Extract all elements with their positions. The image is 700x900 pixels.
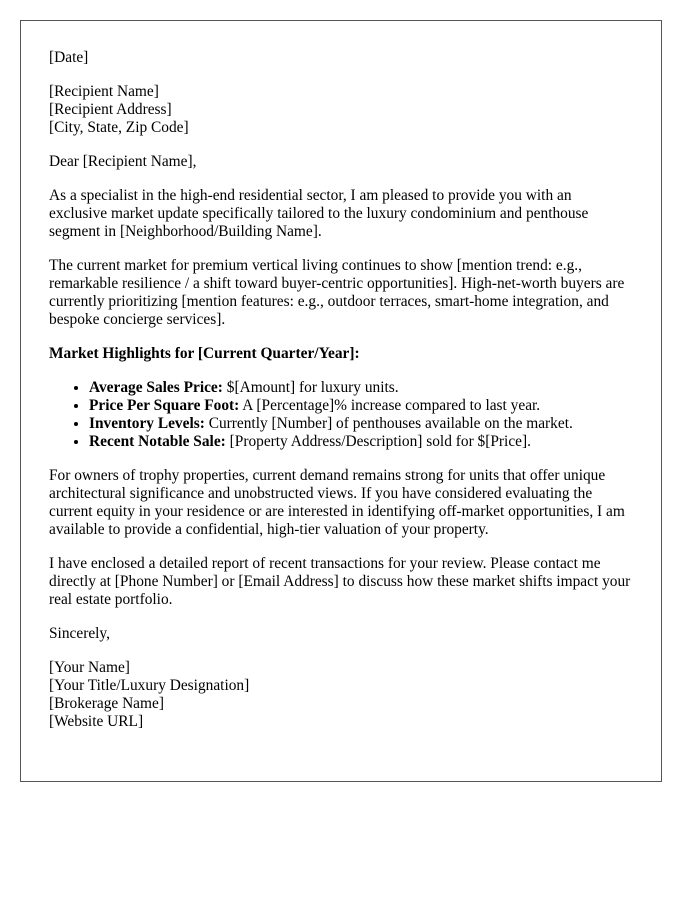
highlight-text: $[Amount] for luxury units. [222,379,399,396]
highlight-label: Recent Notable Sale: [89,433,226,450]
highlights-heading: Market Highlights for [Current Quarter/Year]: [49,345,360,362]
recipient-name: [Recipient Name] [49,83,159,100]
intro-paragraph: As a specialist in the high-end residential sector, I am pleased to provide you with an exclusive market update specifically tailored to the luxury condominium and penthouse segment in [Neighborhood/Building Name]. [49,187,589,240]
letter-date: [Date] [49,49,89,66]
signature-website: [Website URL] [49,713,144,730]
salutation: Dear [Recipient Name], [49,153,197,170]
recipient-city-state-zip: [City, State, Zip Code] [49,119,189,136]
highlight-label: Price Per Square Foot: [89,397,240,414]
signature-brokerage: [Brokerage Name] [49,695,164,712]
signature-name: [Your Name] [49,659,130,676]
highlight-item [89,415,633,433]
closing-paragraph: I have enclosed a detailed report of recent transactions for your review. Please contact me directly at [Phone Number] or [Email Address] to discuss how these market shifts impact your real estate portfolio. [49,555,631,608]
highlight-label: Average Sales Price: [89,379,223,396]
current-market-paragraph: The current market for premium vertical living continues to show [mention trend: e.g., remarkable resilience / a shift toward buyer-centric opportunities]. High-net-worth buyers are currently prioritizing [mention features: e.g., outdoor terraces, smart-home integration, and bespoke concierge services]. [49,257,625,328]
highlight-label: Inventory Levels: [89,415,205,432]
signature-block [49,659,633,731]
signature-title: [Your Title/Luxury Designation] [49,677,250,694]
highlight-text: [Property Address/Description] sold for $[Price]. [225,433,531,450]
recipient-block [49,83,633,137]
owners-paragraph: For owners of trophy properties, current demand remains strong for units that offer unique architectural significance and unobstructed views. If you have considered evaluating the current equity in your residence or are interested in identifying off-market opportunities, I am available to provide a confidential, high-tier valuation of your property. [49,467,625,538]
highlights-list [49,379,633,451]
highlight-item [89,433,633,451]
signoff: Sincerely, [49,625,110,642]
highlight-text: A [Percentage]% increase compared to last year. [239,397,541,414]
recipient-address: [Recipient Address] [49,101,172,118]
highlight-item [89,379,633,397]
highlight-text: Currently [Number] of penthouses available on the market. [204,415,573,432]
letter-page [20,20,662,782]
highlight-item [89,397,633,415]
